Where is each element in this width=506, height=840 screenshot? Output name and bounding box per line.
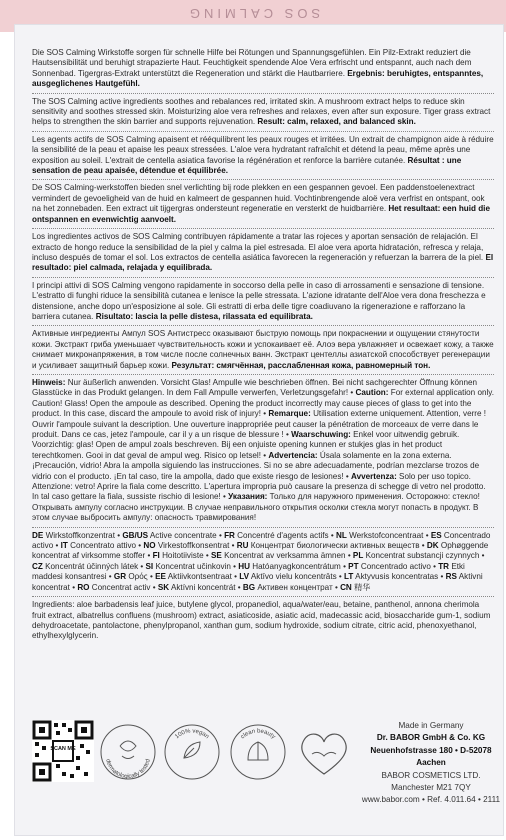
product-name-translation: Hoitotiiviste <box>162 551 204 561</box>
product-name-translation: Koncentrat substancji czynnych <box>365 551 480 561</box>
language-code: LT <box>344 572 354 582</box>
language-code: SI <box>145 561 154 571</box>
product-name-translations: DE Wirkstoffkonzentrat • GB/US Active concentrate • FR Concentré d'agents actifs • NL Werkstofconcentraat • ES Concentrado activo • IT Concentrato attivo • NO Virkestoffkonsentrat • RU Концентрат биологически активных веществ • DK Ophøggende koncentrat af virksomme stoffer • FI Hoitotiiviste • SE Koncentrat av verksamma ämnen • PL Koncentrat substancji czynnych • CZ Koncentrát účinných látek • SI Koncentrat učinkovin • HU Hatóanyagkoncentrátum • PT Concentrado activo • TR Etki maddesi konsantresi • GR Ορός • EE Aktiivkontsentraat • LV Aktīvo vielu koncentrāts • LT Aktyvusis koncentratas • RS Aktivni koncentrat • RO Concentrat activ • SK Aktívni koncentrát • BG Активен концентрат • CN 精华 <box>32 530 491 592</box>
language-code: CZ <box>32 561 43 571</box>
product-name-translation: Ophøggende koncentrat af virksomme stoffer <box>32 541 489 561</box>
divider <box>32 93 494 94</box>
language-code: CN <box>340 582 352 592</box>
language-code: NO <box>143 541 156 551</box>
language-code: GR <box>113 572 127 582</box>
description-block <box>32 48 494 644</box>
badge-label: clean beauty <box>239 728 277 741</box>
product-name-translation: Wirkstoffkonzentrat <box>45 530 115 540</box>
language-code: LV <box>239 572 250 582</box>
product-name-translation: Aktivni koncentrat <box>32 572 483 592</box>
ingredients-list: Ingredients: aloe barbadensis leaf juice, butylene glycol, propanediol, aqua/water/eau, betaine, panthenol, annona cherimola fruit extract, albatrellus confluens (mushroom) extract, asiaticoside, asiatic acid, madecassic acid, biosaccharide gum-1, sodium dehydroacetate, pantolactone, phenylpropanol, xanthan gum, sodium hydroxide, sodium citrate, citric acid, phenoxyethanol, ethylhexylglycerin. <box>32 600 491 641</box>
flap-brand-text: SOS CALMING <box>185 6 321 21</box>
clean-beauty-icon <box>228 722 288 782</box>
product-name-translation: Концентрат биологически активных веществ <box>250 541 420 551</box>
product-name-translation: Active concentrate <box>149 530 217 540</box>
svg-text:dermatologically tested <box>104 759 151 780</box>
divider <box>32 596 494 597</box>
language-code: TR <box>438 561 450 571</box>
warnings-block: Hinweis: Nur äußerlich anwenden. Vorsicht Glas! Ampulle wie beschrieben öffnen. Bei nicht sachgerechter Öffnung können Glasstücke in das Produkt gelangen. In dem Fall Ampulle verwerfen, Verletzungsgefahr! • Caution: For external application only. Caution! Glass! Open the ampoule as described. Opening the product incorrectly may cause pieces of glass to get into the product. In this case, discard the ampoule to avoid risk of injury! • Remarque: Utilisation externe uniquement. Attention, verre ! Ouvrir l'ampoule suivant la description. Une ouverture inappropriée peut causer la pénétration de morceaux de verre dans le produit. Dans ce cas, jetez l'ampoule, car il y a un risque de blessure ! • Waarschuwing: Enkel voor uitwendig gebruik. Voorzichtig: glas! Open de ampul zoals beschreven. Bij een onjuiste opening kunnen er stukjes glas in het product terechtkomen. Gooi in dat geval de ampul weg. Risico op letsel! • Advertencia: Úsala solamente en la zona externa. ¡Precaución, vidrio! Abra la ampolla siguiendo las instrucciones. Si no se abre adecuadamente, podrían mezclarse trozos de vidrio con el producto. ¡En tal caso, tire la ampolla, dado que existe riesgo de lesiones! • Avvertenza: Solo per uso topico. Attenzione: vetro! Aprire la fiala come descritto. L'apertura impropria può causare la presenza di schegge di vetro nel prodotto. In tal caso gettare la fiala, sussiste rischio di lesione! • Указания: Только для наружного применения. Осторожно: стекло! Открывать ампулу согласно инструкции. В случае неправильного открытия осколки стекла могут попасть в продукт. В этом случае выбросить ампулу: опасность травмирования! <box>32 377 495 523</box>
product-name-translation: Koncentrat učinkovin <box>155 561 231 571</box>
divider <box>32 179 494 180</box>
language-code: PL <box>352 551 364 561</box>
language-code: GB/US <box>122 530 149 540</box>
manufacturer-address <box>356 720 506 807</box>
company-address: Neuenhofstrasse 180 • D-52078 Aachen <box>370 745 492 768</box>
divider <box>32 527 494 528</box>
website-ref: www.babor.com • Ref. 4.011.64 • 2111 <box>361 795 501 805</box>
uk-address: Manchester M21 7QY <box>391 783 471 793</box>
dermatologically-tested-icon <box>98 722 158 782</box>
divider <box>32 374 494 375</box>
product-name-translation: Koncentrát účinných látek <box>45 561 139 571</box>
language-code: HU <box>238 561 251 571</box>
language-code: RU <box>236 541 249 551</box>
section-en: The SOS Calming active ingredients soothes and rebalances red, irritated skin. A mushroom extract helps to reduce skin sensitivity and soothes stressed skin. Moisturizing aloe vera refreshes and relaxes, even after sun exposure. Tiger grass extract helps to strengthen the skin barrier and supports rejuvenation. Result: calm, relaxed, and balanced skin. <box>32 96 491 127</box>
section-fr: Les agents actifs de SOS Calming apaisent et rééquilibrent les peaux rouges et irritées. Un extrait de champignon aide à réduire la sensibilité de la peau et apaise les peaux stressées. L'aloe vera hydratant rafraîchit et détend la peau, même après une exposition au soleil. L'extrait de centella asiatica favorise la régénération et renforce la barrière cutanée. Résultat : une sensation de peau apaisée, détendue et équilibrée. <box>32 134 494 176</box>
product-name-translation: Ορός <box>128 572 148 582</box>
product-name-translation: Hatóanyagkoncentrátum <box>252 561 341 571</box>
product-name-translation: Concentrat activ <box>91 582 151 592</box>
svg-text:100% vegan <box>174 728 210 740</box>
product-name-translation: Concentrato attivo <box>70 541 137 551</box>
product-name-translation: Werkstofconcentraat <box>349 530 424 540</box>
company-name: Dr. BABOR GmbH & Co. KG <box>376 733 486 743</box>
section-de: Die SOS Calming Wirkstoffe sorgen für schnelle Hilfe bei Rötungen und Spannungsgefühlen. Ein Pilz-Extrakt reduziert die Hautsensibilität und beruhigt strapazierte Haut. Feuchtigkeit spendende Aloe Vera erfrischt und entspannt, auch nach dem Sonnenbad. Tigergras-Extrakt unterstützt die Regeneration und stärkt die Hautbarriere. Ergebnis: beruhigtes, entspanntes, ausgeglichenes Hautgefühl. <box>32 48 484 89</box>
heart-hand-icon <box>294 724 354 780</box>
section-nl: De SOS Calming-werkstoffen bieden snel verlichting bij rode plekken en een gespannen gevoel. Een paddenstoelenextract vermindert de gevoeligheid van de huid en kalmeert de gespannen huid. Vochtinbrengende aloë vera verfrist en ontspant, ook na het zonnebaden. Een extract uit tijgergras ondersteunt regeneratie en versterkt de huidbarrière. Het resultaat: een huid die ontspannen en evenwichtig aanvoelt. <box>32 183 490 224</box>
language-code: RS <box>445 572 457 582</box>
section-es: Los ingredientes activos de SOS Calming contribuyen rápidamente a tratar las rojeces y aportan sensación de relajación. El extracto de hongo reduce la sensibilidad de la piel y calma la piel estresada. El aloe vera aporta hidratación, refresca y relaja, incluso después de tomar el sol. Los extractos de centella asiática favorecen la regeneración y refuerzan la barrera de la piel. El resultado: piel calmada, relajada y equilibrada. <box>32 232 494 273</box>
language-code: ES <box>430 530 442 540</box>
scan-me-label: SCAN ME <box>50 746 76 752</box>
product-name-translation: Aktívni koncentrát <box>170 582 236 592</box>
qr-code-icon <box>32 720 94 782</box>
language-code: PT <box>348 561 359 571</box>
language-code: FI <box>152 551 160 561</box>
product-name-translation: Concentrado activo <box>32 530 491 551</box>
product-name-translation: Etki maddesi konsantresi <box>32 561 465 582</box>
product-name-translation: Aktīvo vielu koncentrāts <box>250 572 337 582</box>
divider <box>32 228 494 229</box>
language-code: IT <box>60 541 68 551</box>
section-ru: Активные ингредиенты Ампул SOS Антистресс оказывают быструю помощь при покраснении и ощущении стянутости кожи. Экстракт гриба уменьшает чувствительность кожи и успокаивает её. Алоэ вера увлажняет и освежает кожу, а также снимает микронапряжения, в том числе после солнечных ванн. Экстракт центеллы азиатской способствует регенерации и усиливает защитный барьер кожи. Результат: смягчённая, расслабленная кожа, равномерный тон. <box>32 329 494 370</box>
footer <box>32 720 501 830</box>
language-code: NL <box>335 530 347 540</box>
product-name-translation: Активен концентрат <box>257 582 333 592</box>
product-name-translation: Aktiivkontsentraat <box>167 572 232 582</box>
product-name-translation: Concentré d'agents actifs <box>237 530 329 540</box>
language-code: FR <box>224 530 235 540</box>
language-code: DK <box>426 541 439 551</box>
language-code: RO <box>77 582 90 592</box>
language-code: SK <box>157 582 170 592</box>
divider <box>32 325 494 326</box>
language-code: BG <box>242 582 256 592</box>
language-code: DE <box>32 530 44 540</box>
divider <box>32 277 494 278</box>
uk-company: BABOR COSMETICS LTD. <box>381 770 481 780</box>
product-name-translation: Virkestoffkonsentrat <box>157 541 230 551</box>
badge-label: 100% vegan <box>174 728 210 741</box>
badge-label: dermatologically tested <box>104 758 152 781</box>
section-it: I principi attivi di SOS Calming vengono rapidamente in soccorso della pelle in caso di arrossamenti e sensazione di tensione. L'estratto di funghi riduce la sensibilità cutanea e lenisce la pelle stressata. L'azione idratante dell'Aloe vera dona freschezza e distensione, anche dopo un'esposizione al sole. Gli estratti di erba delle tigre coadiuvano la rigenerazione e rafforzano la barriera cutanea. Risultato: lascia la pelle distesa, rilassata ed equilibrata. <box>32 280 486 321</box>
product-name-translation: Concentrado activo <box>360 561 431 571</box>
product-name-translation: Koncentrat av verksamma ämnen <box>224 551 346 561</box>
product-name-translation: 精华 <box>354 582 371 592</box>
language-code: SE <box>210 551 222 561</box>
divider <box>32 131 494 132</box>
svg-text:clean beauty <box>240 729 276 741</box>
product-name-translation: Aktyvusis koncentratas <box>355 572 439 582</box>
made-in: Made in Germany <box>398 721 464 730</box>
language-code: EE <box>155 572 166 582</box>
qr-code[interactable] <box>32 720 94 782</box>
vegan-icon <box>162 722 222 782</box>
